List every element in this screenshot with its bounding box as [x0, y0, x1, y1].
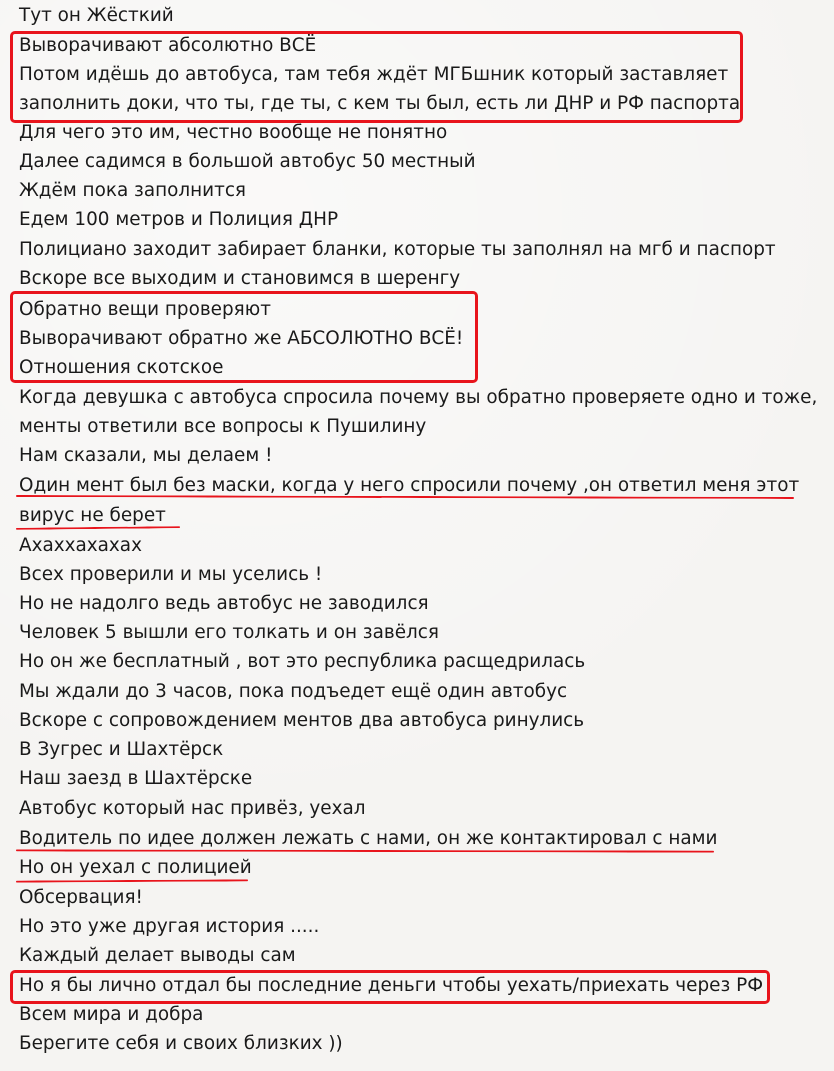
text-line: Но он же бесплатный , вот это республика расщедрилась — [19, 651, 586, 672]
text-line: Наш заезд в Шахтёрске — [19, 768, 253, 789]
text-line: Обратно вещи проверяют — [19, 299, 271, 320]
text-line: Но он уехал с полицией — [19, 857, 252, 878]
text-line: Водитель по идее должен лежать с нами, он же контактировал с нами — [19, 828, 718, 849]
text-line: Всем мира и добра — [19, 1004, 204, 1025]
text-line: Тут он Жёсткий — [19, 5, 174, 26]
highlight-box-document-check — [10, 31, 743, 123]
text-line: Но не надолго ведь автобус не заводился — [19, 593, 429, 614]
text-line: Ждём пока заполнится — [19, 180, 247, 201]
text-line: Отношения скотское — [19, 357, 224, 378]
underline-mask-remark-cont — [16, 526, 180, 530]
text-line: Выворачивают абсолютно ВСЁ — [19, 35, 317, 56]
text-line: Мы ждали до 3 часов, пока подъедет ещё один автобус — [19, 681, 568, 702]
text-line: Всех проверили и мы уселись ! — [19, 564, 323, 585]
text-line: Для чего это им, честно вообще не понятно — [19, 122, 448, 143]
text-line: вирус не берет — [19, 505, 166, 526]
text-line: Человек 5 вышли его толкать и он завёлся — [19, 622, 439, 643]
text-line: Один мент был без маски, когда у него спросили почему ,он ответил меня этот — [19, 475, 800, 496]
text-line: заполнить доки, что ты, где ты, с кем ты был, есть ли ДНР и РФ паспорта — [19, 93, 741, 114]
text-line: Но это уже другая история ..... — [19, 916, 320, 937]
text-line: Ахаххахахах — [19, 535, 142, 556]
text-line: Берегите себя и своих близких )) — [19, 1033, 343, 1054]
text-line: менты ответили все вопросы к Пушилину — [19, 416, 427, 437]
text-line: Вскоре с сопровождением ментов два автобуса ринулись — [19, 710, 585, 731]
text-line: Обсервация! — [19, 887, 143, 908]
text-line: Полициано заходит забирает бланки, которые ты заполнял на мгб и паспорт — [19, 239, 776, 260]
text-line: Едем 100 метров и Полиция ДНР — [19, 209, 339, 230]
text-line: Нам сказали, мы делаем ! — [19, 445, 273, 466]
text-line: Вскоре все выходим и становимся в шеренгу — [19, 268, 461, 289]
text-line: В Зугрес и Шахтёрск — [19, 739, 224, 760]
text-line: Выворачивают обратно же АБСОЛЮТНО ВСЁ! — [19, 328, 464, 349]
text-line: Автобус который нас привёз, уехал — [19, 798, 366, 819]
text-line: Каждый делает выводы сам — [19, 945, 296, 966]
highlight-box-conclusion — [10, 970, 770, 1004]
underline-driver-left — [16, 879, 248, 882]
text-line: Но я бы лично отдал бы последние деньги чтобы уехать/приехать через РФ — [19, 975, 764, 996]
text-line: Потом идёшь до автобуса, там тебя ждёт МГБшник который заставляет — [19, 64, 729, 85]
underline-driver — [16, 849, 714, 852]
text-line: Далее садимся в большой автобус 50 местный — [19, 151, 476, 172]
text-line: Когда девушка с автобуса спросила почему вы обратно проверяете одно и тоже, — [19, 387, 818, 408]
highlight-box-recheck — [10, 291, 478, 383]
